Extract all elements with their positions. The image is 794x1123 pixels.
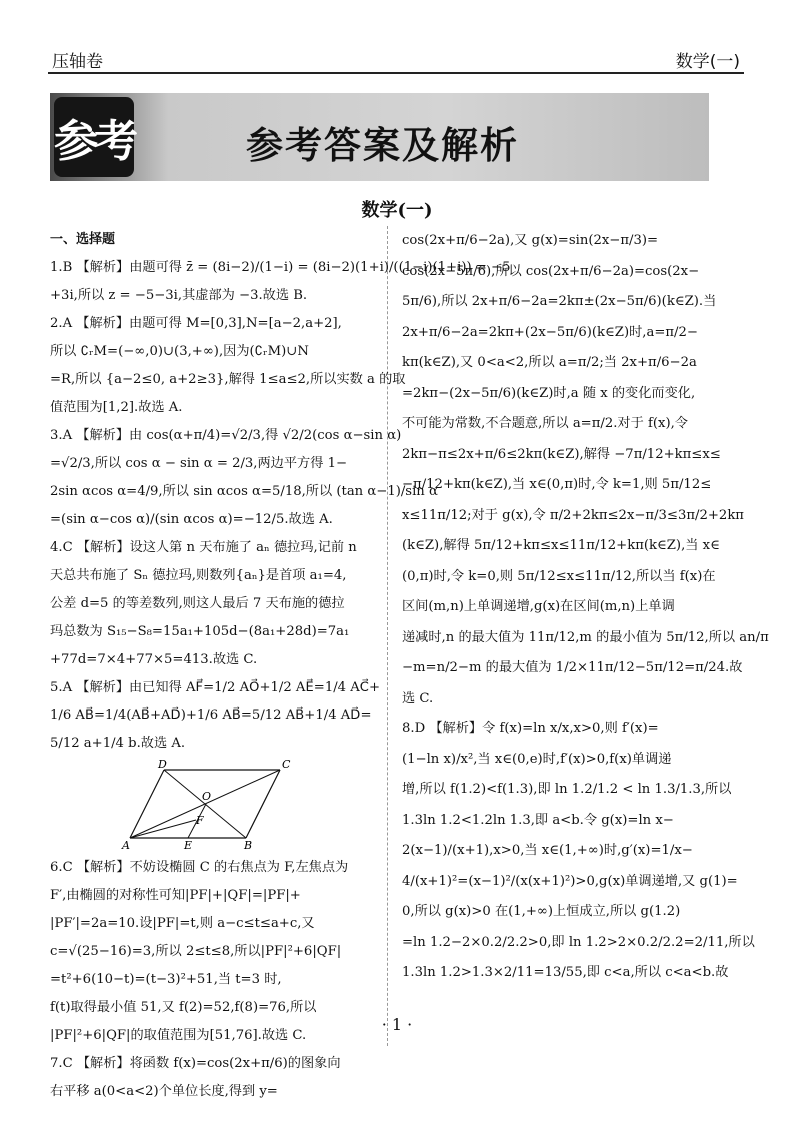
header-left: 压轴卷 <box>52 52 103 72</box>
text-line: 2(x−1)/(x+1),x>0,当 x∈(1,+∞)时,g′(x)=1/x− <box>402 843 693 858</box>
text-line: 1.3ln 1.2>1.3×2/11=13/55,即 c<a,所以 c<a<b.故 <box>402 965 729 980</box>
text-line: 2sin αcos α=4/9,所以 sin αcos α=5/18,所以 (tan α−1)/sin α <box>50 484 438 499</box>
left-column <box>50 226 511 1106</box>
text-line: 5.A 【解析】由已知得 AF⃗=1/2 AO⃗+1/2 AE⃗=1/4 AC⃗+ <box>50 680 381 695</box>
left-answers-continued <box>50 854 372 1106</box>
text-line: |PF′|=2a=10.设|PF|=t,则 a−c≤t≤a+c,又 <box>50 916 315 931</box>
text-line: 5π/6),所以 2x+π/6−2a=2kπ±(2x−5π/6)(k∈Z).当 <box>402 294 717 309</box>
text-line: 增,所以 f(1.2)<f(1.3),即 ln 1.2/1.2 < ln 1.3/1.3,所以 <box>402 782 732 797</box>
figure-label: O <box>202 790 212 803</box>
text-line: F′,由椭圆的对称性可知|PF|+|QF|=|PF|+ <box>50 888 301 903</box>
column-divider <box>387 226 388 1046</box>
text-line: 玛总数为 S₁₅−S₈=15a₁+105d−(8a₁+28d)=7a₁ <box>50 624 350 639</box>
figure-label: D <box>158 758 167 771</box>
right-column <box>402 226 769 989</box>
text-line: 6.C 【解析】不妨设椭圆 C 的右焦点为 F,左焦点为 <box>50 860 349 875</box>
text-line: 公差 d=5 的等差数列,则这人最后 7 天布施的德拉 <box>50 596 345 611</box>
section-heading: 一、选择题 <box>50 232 116 247</box>
text-line: 4/(x+1)²=(x−1)²/(x(x+1)²)>0,g(x)单调递增,又 g(1)= <box>402 873 738 889</box>
text-line: =R,所以 {a−2≤0, a+2≥3},解得 1≤a≤2,所以实数 a 的取 <box>50 372 406 387</box>
text-line: c=√(25−16)=3,所以 2≤t≤8,所以|PF|²+6|QF| <box>50 944 342 959</box>
text-line: 值范围为[1,2].故选 A. <box>50 400 183 415</box>
calligraphy-logo: 参考 <box>54 97 134 177</box>
text-line: 3.A 【解析】由 cos(α+π/4)=√2/3,得 √2/2(cos α−sin α) <box>50 428 402 443</box>
text-line: 选 C. <box>402 690 434 706</box>
text-line: 不可能为常数,不合题意,所以 a=π/2.对于 f(x),令 <box>402 416 688 431</box>
text-line: |PF|²+6|QF|的取值范围为[51,76].故选 C. <box>50 1028 307 1043</box>
banner-title: 参考答案及解析 <box>246 124 519 167</box>
text-line: (0,π)时,令 k=0,则 5π/12≤x≤11π/12,所以当 f(x)在 <box>402 568 716 584</box>
figure-label: E <box>184 839 193 852</box>
text-line: 递减时,n 的最大值为 11π/12,m 的最小值为 5π/12,所以 an/π <box>402 629 769 645</box>
text-line: 区间(m,n)上单调递增,g(x)在区间(m,n)上单调 <box>402 599 675 614</box>
left-answers <box>50 254 511 758</box>
right-answers <box>402 226 769 989</box>
text-line: 2.A 【解析】由题可得 M=[0,3],N=[a−2,a+2], <box>50 316 342 331</box>
text-line: (k∈Z),解得 5π/12+kπ≤x≤11π/12+kπ(k∈Z),当 x∈ <box>402 538 720 553</box>
figure-label: A <box>122 839 130 852</box>
figure-label: C <box>282 758 291 771</box>
text-line: +3i,所以 z = −5−3i,其虚部为 −3.故选 B. <box>50 288 308 303</box>
text-line: cos(2x−5π/6),所以 cos(2x+π/6−2a)=cos(2x− <box>402 263 700 279</box>
text-line: 1.3ln 1.2<1.2ln 1.3,即 a<b.令 g(x)=ln x− <box>402 812 674 828</box>
text-line: cos(2x+π/6−2a),又 g(x)=sin(2x−π/3)= <box>402 233 659 248</box>
text-line: kπ(k∈Z),又 0<a<2,所以 a=π/2;当 2x+π/6−2a <box>402 355 697 370</box>
text-line: 5/12 a+1/4 b.故选 A. <box>50 736 186 751</box>
text-line: =ln 1.2−2×0.2/2.2>0,即 ln 1.2>2×0.2/2.2=2/11,所以 <box>402 934 755 950</box>
text-line: 右平移 a(0<a<2)个单位长度,得到 y= <box>50 1084 278 1099</box>
text-line: (1−ln x)/x²,当 x∈(0,e)时,f′(x)>0,f(x)单调递 <box>402 751 672 767</box>
text-line: =√2/3,所以 cos α − sin α = 2/3,两边平方得 1− <box>50 456 348 471</box>
text-line: 0,所以 g(x)>0 在(1,+∞)上恒成立,所以 g(1.2) <box>402 904 681 919</box>
text-line: x≤11π/12;对于 g(x),令 π/2+2kπ≤2x−π/3≤3π/2+2kπ <box>402 507 744 523</box>
header-right: 数学(一) <box>675 52 740 72</box>
running-header <box>48 44 744 74</box>
parallelogram-figure <box>120 758 310 852</box>
text-line: f(t)取得最小值 51,又 f(2)=52,f(8)=76,所以 <box>50 1000 317 1015</box>
text-line: 8.D 【解析】令 f(x)=ln x/x,x>0,则 f′(x)= <box>402 721 659 736</box>
text-line: −m=n/2−m 的最大值为 1/2×11π/12−5π/12=π/24.故 <box>402 660 743 675</box>
text-line: +77d=7×4+77×5=413.故选 C. <box>50 652 258 667</box>
text-line: 2x+π/6−2a=2kπ+(2x−5π/6)(k∈Z)时,a=π/2− <box>402 324 698 340</box>
figure-label: B <box>244 839 253 852</box>
text-line: 2kπ−π≤2x+π/6≤2kπ(k∈Z),解得 −7π/12+kπ≤x≤ <box>402 446 721 462</box>
text-line: 天总共布施了 Sₙ 德拉玛,则数列{aₙ}是首项 a₁=4, <box>50 568 347 583</box>
title-banner <box>50 93 709 181</box>
text-line: 4.C 【解析】设这人第 n 天布施了 aₙ 德拉玛,记前 n <box>50 540 357 555</box>
text-line: 7.C 【解析】将函数 f(x)=cos(2x+π/6)的图象向 <box>50 1056 341 1071</box>
figure-label: F <box>196 814 204 827</box>
page-number: · 1 · <box>381 1015 413 1034</box>
text-line: =t²+6(10−t)=(t−3)²+51,当 t=3 时, <box>50 972 282 987</box>
subject-title: 数学(一) <box>361 200 433 221</box>
text-line: 1/6 AB⃗=1/4(AB⃗+AD⃗)+1/6 AB⃗=5/12 AB⃗+1/4 AD⃗= <box>50 708 372 723</box>
text-line: −π/12+kπ(k∈Z),当 x∈(0,π)时,令 k=1,则 5π/12≤ <box>402 477 712 492</box>
text-line: =(sin α−cos α)/(sin αcos α)=−12/5.故选 A. <box>50 512 333 527</box>
text-line: 1.B 【解析】由题可得 z̄ = (8i−2)/(1−i) = (8i−2)(1+i)/((1−i)(1+i)) = −5 <box>50 260 511 275</box>
text-line: =2kπ−(2x−5π/6)(k∈Z)时,a 随 x 的变化而变化, <box>402 385 696 401</box>
text-line: 所以 ∁ᵣM=(−∞,0)∪(3,+∞),因为(∁ᵣM)∪N <box>50 344 309 359</box>
